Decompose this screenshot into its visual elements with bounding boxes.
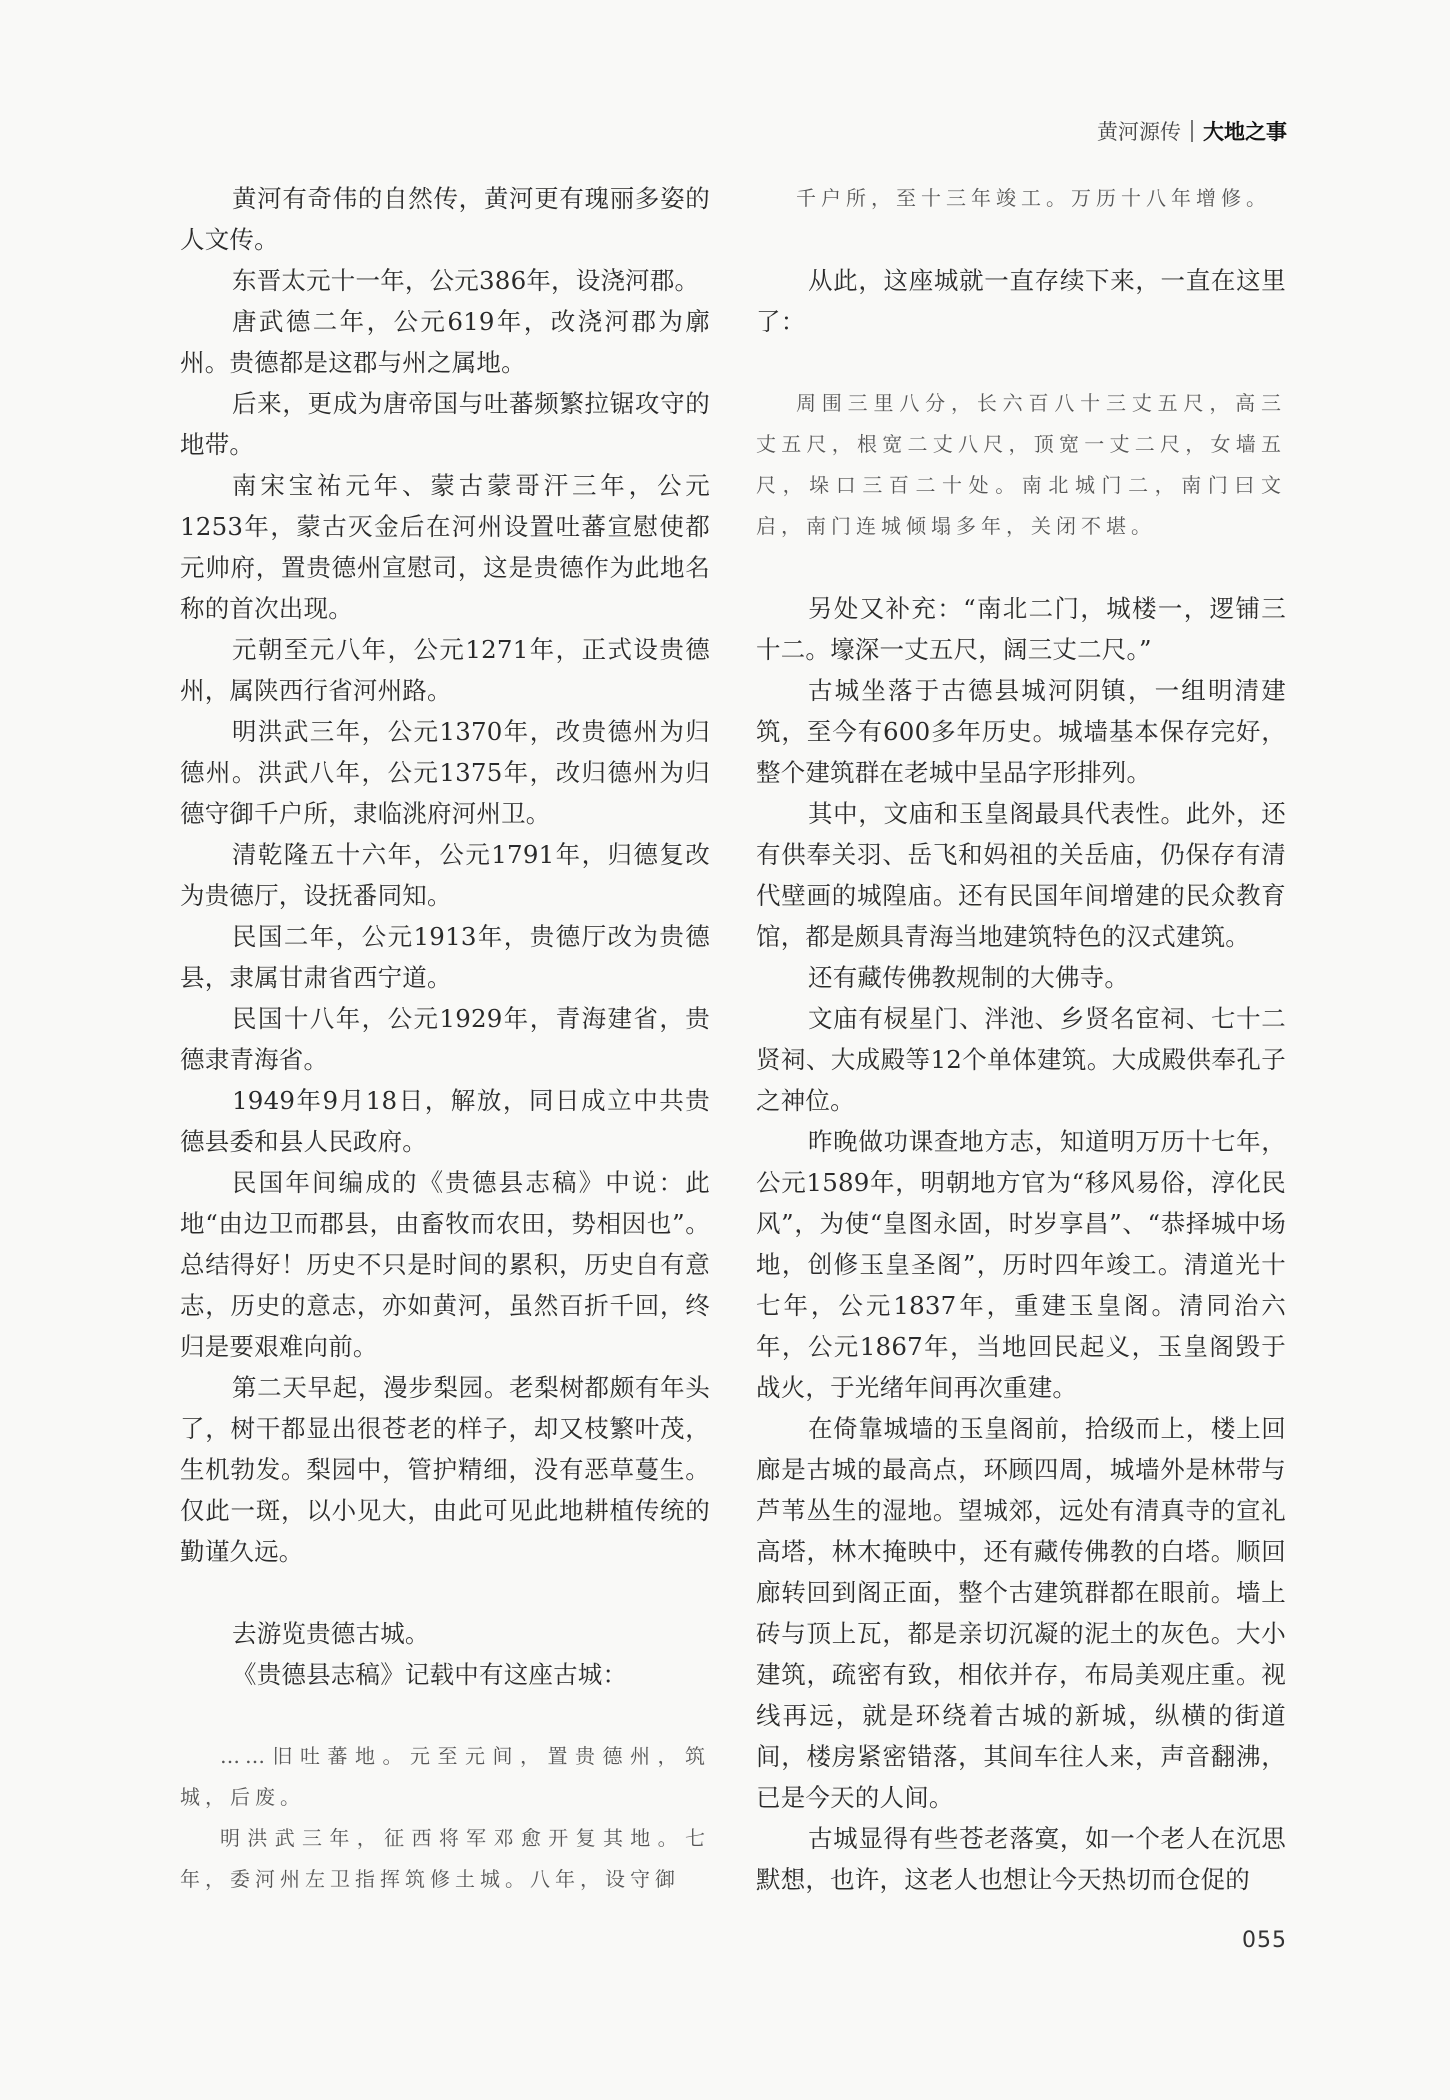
- block-quote: 明洪武三年，征西将军邓愈开复其地。七年，委河州左卫指挥筑修土城。八年，设守御: [180, 1826, 710, 1891]
- spacer: [180, 1572, 710, 1613]
- paragraph: 民国二年，公元1913年，贵德厅改为贵德县，隶属甘肃省西宁道。: [180, 922, 710, 992]
- paragraph: 第二天早起，漫步梨园。老梨树都颇有年头了，树干都显出很苍老的样子，却又枝繁叶茂，生机勃发。梨园中，管护精细，没有恶草蔓生。仅此一斑，以小见大，由此可见此地耕植传统的勤谨久远。: [180, 1373, 710, 1566]
- section-title: 大地之事: [1203, 120, 1287, 144]
- block-quote: 千户所，至十三年竣工。万历十八年增修。: [796, 186, 1271, 210]
- paragraph: 黄河有奇伟的自然传，黄河更有瑰丽多姿的人文传。: [180, 184, 710, 254]
- paragraph: 昨晚做功课查地方志，知道明万历十七年，公元1589年，明朝地方官为“移风易俗，淳化民风”，为使“皇图永固，时岁享昌”、“恭择城中场地，创修玉皇圣阁”，历时四年竣工。清道光十七年，公元1837年，重建玉皇阁。清同治六年，公元1867年，当地回民起义，玉皇阁毁于战火，于光绪年间再次重建。: [756, 1127, 1286, 1402]
- paragraph: 明洪武三年，公元1370年，改贵德州为归德州。洪武八年，公元1375年，改归德州为归德守御千户所，隶临洮府河州卫。: [180, 717, 710, 828]
- header-divider: [1191, 120, 1193, 142]
- paragraph: 民国十八年，公元1929年，青海建省，贵德隶青海省。: [180, 1004, 710, 1074]
- spacer: [756, 342, 1286, 383]
- paragraph: 东晋太元十一年，公元386年，设浇河郡。: [232, 266, 700, 295]
- paragraph: 清乾隆五十六年，公元1791年，归德复改为贵德厅，设抚番同知。: [180, 840, 710, 910]
- paragraph: 还有藏传佛教规制的大佛寺。: [808, 963, 1130, 992]
- paragraph: 1949年9月18日，解放，同日成立中共贵德县委和县人民政府。: [180, 1086, 710, 1156]
- paragraph: 古城坐落于古德县城河阴镇，一组明清建筑，至今有600多年历史。城墙基本保存完好，整个建筑群在老城中呈品字形排列。: [756, 676, 1286, 787]
- paragraph: 《贵德县志稿》记载中有这座古城：: [232, 1660, 628, 1689]
- left-column: [180, 178, 710, 1900]
- paragraph: 民国年间编成的《贵德县志稿》中说：此地“由边卫而郡县，由畜牧而农田，势相因也”。总结得好！历史不只是时间的累积，历史自有意志，历史的意志，亦如黄河，虽然百折千回，终归是要艰难向前。: [180, 1168, 710, 1361]
- paragraph: 后来，更成为唐帝国与吐蕃频繁拉锯攻守的地带。: [180, 389, 710, 459]
- paragraph: 唐武德二年，公元619年，改浇河郡为廓州。贵德都是这郡与州之属地。: [180, 307, 710, 377]
- paragraph: 南宋宝祐元年、蒙古蒙哥汗三年，公元1253年，蒙古灭金后在河州设置吐蕃宣慰使都元帅府，置贵德州宣慰司，这是贵德作为此地名称的首次出现。: [180, 471, 710, 623]
- right-column: [756, 178, 1286, 1900]
- spacer: [756, 547, 1286, 588]
- block-quote: ……旧吐蕃地。元至元间，置贵德州，筑城，后废。: [180, 1744, 710, 1809]
- paragraph: 在倚靠城墙的玉皇阁前，拾级而上，楼上回廊是古城的最高点，环顾四周，城墙外是林带与芦苇丛生的湿地。望城郊，远处有清真寺的宣礼高塔，林木掩映中，还有藏传佛教的白塔。顺回廊转回到阁正面，整个古建筑群都在眼前。墙上砖与顶上瓦，都是亲切沉凝的泥土的灰色。大小建筑，疏密有致，相依并存，布局美观庄重。视线再远，就是环绕着古城的新城，纵横的街道间，楼房紧密错落，其间车往人来，声音翻沸，已是今天的人间。: [756, 1414, 1286, 1812]
- paragraph: 其中，文庙和玉皇阁最具代表性。此外，还有供奉关羽、岳飞和妈祖的关岳庙，仍保存有清代壁画的城隍庙。还有民国年间增建的民众教育馆，都是颇具青海当地建筑特色的汉式建筑。: [756, 799, 1286, 951]
- block-quote: 周围三里八分，长六百八十三丈五尺，高三丈五尺，根宽二丈八尺，顶宽一丈二尺，女墙五尺，垛口三百二十处。南北城门二，南门曰文启，南门连城倾塌多年，关闭不堪。: [756, 391, 1286, 538]
- book-title: 黄河源传: [1097, 120, 1181, 144]
- spacer: [180, 1695, 710, 1736]
- paragraph: 另处又补充：“南北二门，城楼一，逻铺三十二。壕深一丈五尺，阔三丈二尺。”: [756, 594, 1286, 664]
- paragraph: 文庙有棂星门、泮池、乡贤名宦祠、七十二贤祠、大成殿等12个单体建筑。大成殿供奉孔子之神位。: [756, 1004, 1286, 1115]
- page-number: 055: [1242, 1928, 1287, 1953]
- paragraph: 去游览贵德古城。: [232, 1619, 430, 1648]
- spacer: [756, 219, 1286, 260]
- paragraph: 元朝至元八年，公元1271年，正式设贵德州，属陕西行省河州路。: [180, 635, 710, 705]
- paragraph: 从此，这座城就一直存续下来，一直在这里了：: [756, 266, 1286, 336]
- running-header: [1097, 116, 1287, 146]
- paragraph: 古城显得有些苍老落寞，如一个老人在沉思默想，也许，这老人也想让今天热切而仓促的: [756, 1824, 1286, 1894]
